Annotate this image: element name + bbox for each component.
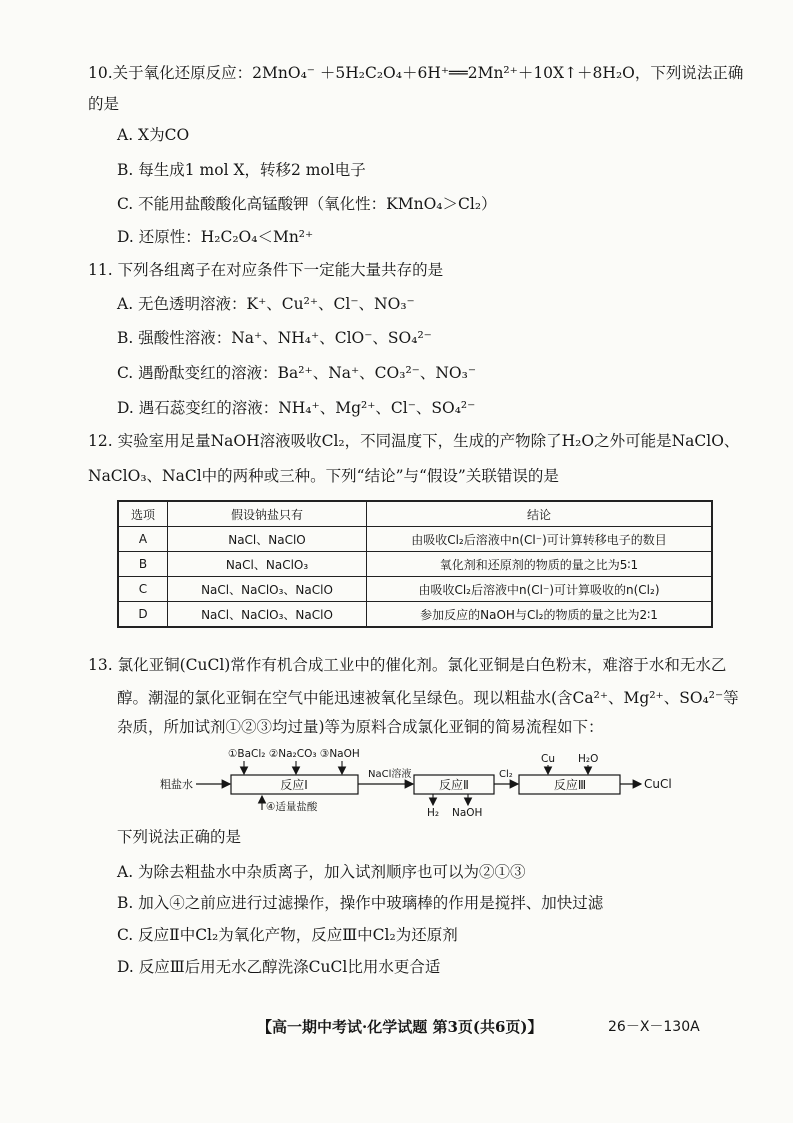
table-header: 选项 (118, 501, 168, 527)
table-cell: 由吸收Cl₂后溶液中n(Cl⁻)可计算转移电子的数目 (367, 527, 713, 552)
table-cell: 氧化剂和还原剂的物质的量之比为5∶1 (367, 552, 713, 577)
flow-cu-label: Cu (541, 753, 555, 765)
q10-option-c: C. 不能用盐酸酸化高锰酸钾（氧化性：KMnO₄＞Cl₂） (117, 195, 497, 213)
table-header-row (118, 501, 712, 527)
reaction-3-label: 反应Ⅲ (553, 778, 587, 792)
q10-option-d: D. 还原性：H₂C₂O₄＜Mn²⁺ (117, 228, 314, 246)
table-header: 结论 (367, 501, 713, 527)
table-row (118, 577, 712, 602)
q11-stem: 11. 下列各组离子在对应条件下一定能大量共存的是 (88, 261, 444, 279)
q10-stem-line2: 的是 (88, 95, 120, 113)
flow-naoh-label: NaOH (452, 807, 483, 819)
flow-h2o-label: H₂O (578, 753, 599, 765)
reaction-3-box (519, 775, 620, 794)
flow-cl2-label: Cl₂ (499, 769, 513, 780)
q12-stem-line2: NaClO₃、NaCl中的两种或三种。下列“结论”与“假设”关联错误的是 (88, 467, 559, 485)
q11-option-c: C. 遇酚酞变红的溶液：Ba²⁺、Na⁺、CO₃²⁻、NO₃⁻ (117, 364, 477, 382)
q11-option-d: D. 遇石蕊变红的溶液：NH₄⁺、Mg²⁺、Cl⁻、SO₄²⁻ (117, 399, 476, 417)
reaction-2-box (414, 775, 494, 794)
flow-reagents-label: ①BaCl₂ ②Na₂CO₃ ③NaOH (228, 748, 360, 760)
flow-input-label: 粗盐水 (160, 778, 193, 791)
reaction-2-label: 反应Ⅱ (439, 778, 469, 792)
q13-option-d: D. 反应Ⅲ后用无水乙醇洗涤CuCl比用水更合适 (117, 958, 441, 976)
table-cell: 参加反应的NaOH与Cl₂的物质的量之比为2∶1 (367, 602, 713, 628)
flow-nacl-label: NaCl溶液 (368, 769, 412, 780)
table-cell: NaCl、NaClO₃、NaClO (168, 602, 367, 628)
flow-output-label: CuCl (644, 777, 672, 791)
q11-option-a: A. 无色透明溶液：K⁺、Cu²⁺、Cl⁻、NO₃⁻ (117, 295, 415, 313)
q13-question: 下列说法正确的是 (117, 828, 242, 846)
table-cell: B (118, 552, 168, 577)
q13-stem-line3: 杂质，所加试剂①②③均过量)等为原料合成氯化亚铜的简易流程如下： (117, 718, 604, 736)
table-cell: NaCl、NaClO (168, 527, 367, 552)
q13-stem-line1: 13. 氯化亚铜(CuCl)常作有机合成工业中的催化剂。氯化亚铜是白色粉末，难溶于水和无水乙 (88, 656, 727, 674)
table-cell: NaCl、NaClO₃、NaClO (168, 577, 367, 602)
table-row (118, 527, 712, 552)
reaction-1-label: 反应Ⅰ (280, 778, 308, 792)
q12-table (117, 500, 713, 628)
flow-reagent4-label: ④适量盐酸 (266, 801, 318, 813)
q12-stem-line1: 12. 实验室用足量NaOH溶液吸收Cl₂，不同温度下，生成的产物除了H₂O之外可能是NaClO、 (88, 432, 740, 450)
table-cell: D (118, 602, 168, 628)
table-cell: C (118, 577, 168, 602)
q13-option-a: A. 为除去粗盐水中杂质离子，加入试剂顺序也可以为②①③ (117, 863, 526, 881)
q13-stem-line2: 醇。潮湿的氯化亚铜在空气中能迅速被氧化呈绿色。现以粗盐水(含Ca²⁺、Mg²⁺、SO₄²⁻等 (117, 689, 739, 707)
q10-option-b: B. 每生成1 mol X，转移2 mol电子 (117, 161, 366, 179)
table-cell: NaCl、NaClO₃ (168, 552, 367, 577)
q10-option-a: A. X为CO (117, 126, 190, 144)
table-cell: A (118, 527, 168, 552)
table-cell: 由吸收Cl₂后溶液中n(Cl⁻)可计算吸收的n(Cl₂) (367, 577, 713, 602)
q13-option-b: B. 加入④之前应进行过滤操作，操作中玻璃棒的作用是搅拌、加快过滤 (117, 894, 604, 912)
reaction-1-box (231, 775, 358, 794)
table-row (118, 552, 712, 577)
table-header: 假设钠盐只有 (168, 501, 367, 527)
page-footer: 【高一期中考试·化学试题 第3页(共6页)】 (257, 1018, 543, 1036)
flow-h2-label: H₂ (427, 807, 440, 819)
q13-option-c: C. 反应Ⅱ中Cl₂为氧化产物，反应Ⅲ中Cl₂为还原剂 (117, 926, 458, 944)
q11-option-b: B. 强酸性溶液：Na⁺、NH₄⁺、ClO⁻、SO₄²⁻ (117, 329, 432, 347)
q10-stem-line1: 10.关于氧化还原反应：2MnO₄⁻ ＋5H₂C₂O₄＋6H⁺══2Mn²⁺＋10X↑＋8H₂O，下列说法正确 (88, 64, 744, 82)
table-row (118, 602, 712, 628)
exam-code: 26－X－130A (608, 1019, 700, 1035)
